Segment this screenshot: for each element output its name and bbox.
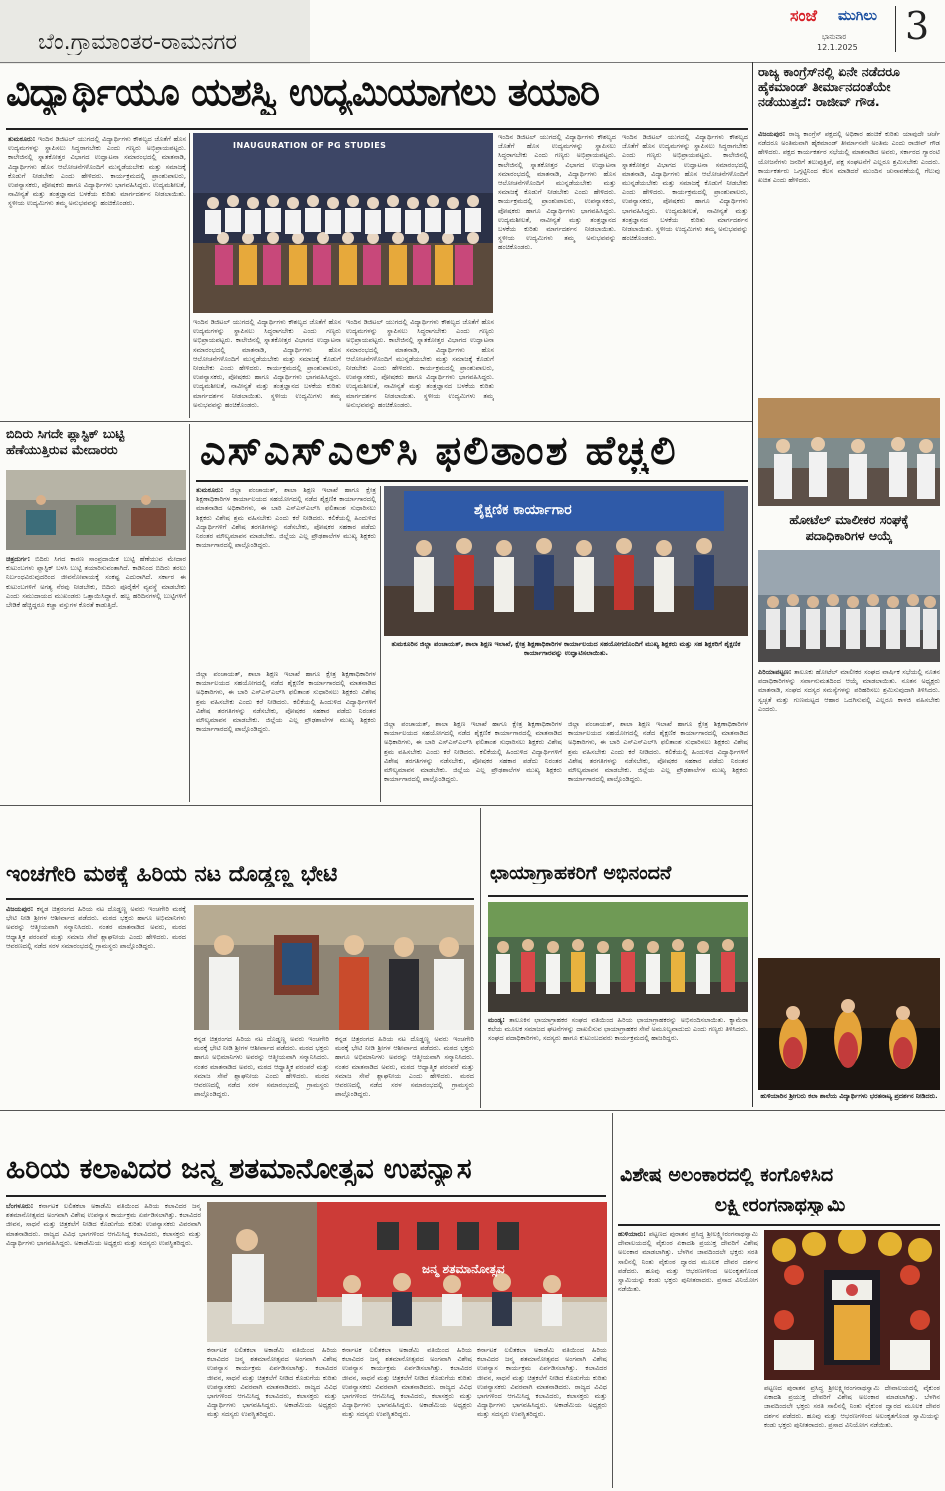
a5-headline: ಛಾಯಾಗ್ರಾಹಕರಿಗೆ ಅಭಿನಂದನೆ [490, 862, 672, 884]
a3-body-text-c: ಜಿಲ್ಲಾ ಪಂಚಾಯತ್, ಶಾಲಾ ಶಿಕ್ಷಣ ಇಲಾಖೆ ಹಾಗೂ ಕ್ಷೇತ್ರ ಶಿಕ್ಷಣಾಧಿಕಾರಿಗಳ ಕಾರ್ಯಾಲಯದ ಸಹಯೋಗದಲ್ಲಿ ನಡೆದ ಶೈಕ್ಷಣಿಕ ಕಾರ್ಯಾಗಾರದಲ್ಲಿ ಮಾತನಾಡಿದ ಅಧಿಕಾರಿಗಳು, ಈ ಬಾರಿ ಎಸ್‌ಎಸ್‌ಎಲ್‌ಸಿ ಫಲಿತಾಂಶ ಸುಧಾರಿಸಲು ಶಿಕ್ಷಕರು ವಿಶೇಷ ಶ್ರಮ ವಹಿಸಬೇಕು ಎಂದು ಕರೆ ನೀಡಿದರು. ಕಲಿಕೆಯಲ್ಲಿ ಹಿಂದುಳಿದ ವಿದ್ಯಾರ್ಥಿಗಳಿಗೆ ವಿಶೇಷ ತರಗತಿಗಳನ್ನು ನಡೆಸಬೇಕು, ಪೋಷಕರ ಸಹಕಾರ ಪಡೆದು ನಿರಂತರ ಮೌಲ್ಯಮಾಪನ ಮಾಡಬೇಕು. ಜಿಲ್ಲೆಯ ಎಲ್ಲ ಪ್ರೌಢಶಾಲೆಗಳ ಮುಖ್ಯ ಶಿಕ್ಷಕರು ಕಾರ್ಯಾಗಾರದಲ್ಲಿ ಪಾಲ್ಗೊಂಡಿದ್ದರು. [384, 720, 562, 784]
a6-a7-divider [612, 1113, 613, 1488]
masthead-date: 12.1.2025 [817, 43, 858, 52]
a7-dateline: ಹುಳಿಯಾರು: [618, 1230, 646, 1238]
a5-dateline: ಮಂಡ್ಯ: [488, 1016, 505, 1024]
s1-photo [758, 398, 940, 506]
a3-body-col2 [384, 720, 562, 802]
a6-photo [207, 1202, 607, 1342]
brand-logo [790, 4, 890, 34]
a1-body-col3 [346, 318, 494, 418]
a6-rule [6, 1195, 606, 1197]
a6-body-col3 [342, 1346, 472, 1487]
a6-body-text-d: ಕರ್ನಾಟಕ ಲಲಿತಕಲಾ ಅಕಾಡೆಮಿ ವತಿಯಿಂದ ಹಿರಿಯ ಕಲಾವಿದರ ಜನ್ಮ ಶತಮಾನೋತ್ಸವದ ಅಂಗವಾಗಿ ವಿಶೇಷ ಉಪನ್ಯಾಸ ಕಾರ್ಯಕ್ರಮ ಏರ್ಪಡಿಸಲಾಗಿತ್ತು. ಕಲಾವಿದರ ಜೀವನ, ಸಾಧನೆ ಮತ್ತು ಚಿತ್ರಕಲೆಗೆ ನೀಡಿದ ಕೊಡುಗೆಯ ಕುರಿತು ಉಪನ್ಯಾಸಕರು ವಿವರವಾಗಿ ಮಾತನಾಡಿದರು. ರಾಜ್ಯದ ವಿವಿಧ ಭಾಗಗಳಿಂದ ಆಗಮಿಸಿದ್ದ ಕಲಾವಿದರು, ಕಲಾಸಕ್ತರು ಮತ್ತು ವಿದ್ಯಾರ್ಥಿಗಳು ಭಾಗವಹಿಸಿದ್ದರು. ಅಕಾಡೆಮಿಯ ಅಧ್ಯಕ್ಷರು ಮತ್ತು ಸದಸ್ಯರು ಉಪಸ್ಥಿತರಿದ್ದರು. [477, 1346, 607, 1419]
section-title: ಬೆಂ.ಗ್ರಾಮಾಂತರ-ರಾಮನಗರ [38, 30, 238, 55]
a4-headline: ಇಂಚಗೇರಿ ಮಠಕ್ಕೆ ಹಿರಿಯ ನಟ ದೊಡ್ಡಣ್ಣ ಭೇಟಿ [6, 862, 338, 887]
section-rule-3 [0, 1110, 945, 1111]
a1-rule [6, 128, 748, 130]
a1-photo [193, 133, 493, 313]
s2-dance-photo [758, 958, 940, 1090]
a3-headline: ಎಸ್‌ಎಸ್‌ಎಲ್‌ಸಿ ಫಲಿತಾಂಶ ಹೆಚ್ಚಲಿ [200, 428, 678, 474]
a5-body-text: ತಾಲೂಕಿನ ಛಾಯಾಗ್ರಾಹಕರ ಸಂಘದ ವತಿಯಿಂದ ಹಿರಿಯ ಛಾಯಾಗ್ರಾಹಕರನ್ನು ಅಭಿನಂದಿಸಲಾಯಿತು. ಕ್ಯಾಮೆರಾ ಕಲೆಯ ಮೂಲಕ ಸಮಾಜದ ಘಟನೆಗಳನ್ನು ದಾಖಲಿಸುವ ಛಾಯಾಗ್ರಾಹಕರ ಸೇವೆ ಅಮೂಲ್ಯವಾದುದು ಎಂದು ಗಣ್ಯರು ತಿಳಿಸಿದರು. ಸಂಘದ ಪದಾಧಿಕಾರಿಗಳು, ಸದಸ್ಯರು ಹಾಗೂ ಕುಟುಂಬದವರು ಕಾರ್ಯಕ್ರಮದಲ್ಲಿ ಹಾಜರಿದ್ದರು. [488, 1016, 748, 1043]
s2-photo [758, 550, 940, 662]
a6-body-col4 [477, 1346, 607, 1487]
s2-body [758, 668, 940, 953]
a1-headline: ವಿದ್ಯಾರ್ಥಿಯೂ ಯಶಸ್ವಿ ಉದ್ಯಮಿಯಾಗಲು ತಯಾರಿ [6, 70, 600, 114]
a4-photo [194, 905, 474, 1030]
brand-word-mugilu: ಮುಗಿಲು [838, 8, 877, 24]
a3-body-col1b [196, 670, 376, 802]
a6-body-col1 [6, 1202, 201, 1487]
a4-rule [6, 898, 474, 900]
s1-body [758, 130, 940, 395]
a4-body-col2 [194, 1035, 329, 1105]
a1-body: ಇಂದಿನ ಡಿಜಿಟಲ್ ಯುಗದಲ್ಲಿ ವಿದ್ಯಾರ್ಥಿಗಳು ಕೌಶಲ್ಯದ ಜೊತೆಗೆ ಹೊಸ ಉದ್ಯಮಗಳನ್ನು ಸ್ಥಾಪಿಸಲು ಸಿದ್ಧರಾಗಬೇಕು ಎಂದು ಗಣ್ಯರು ಅಭಿಪ್ರಾಯಪಟ್ಟರು. ಕಾಲೇಜಿನಲ್ಲಿ ಸ್ನಾತಕೋತ್ತರ ವಿಭಾಗದ ಉದ್ಘಾಟನಾ ಸಮಾರಂಭದಲ್ಲಿ ಮಾತನಾಡಿ, ವಿದ್ಯಾರ್ಥಿಗಳು ಹೊಸ ಆಲೋಚನೆಗಳೊಂದಿಗೆ ಮುನ್ನಡೆಯಬೇಕು ಮತ್ತು ಸಮಾಜಕ್ಕೆ ಕೊಡುಗೆ ನೀಡಬೇಕು ಎಂದು ಹೇಳಿದರು. ಕಾರ್ಯಕ್ರಮದಲ್ಲಿ ಪ್ರಾಂಶುಪಾಲರು, ಉಪನ್ಯಾಸಕರು, ಪೋಷಕರು ಹಾಗೂ ವಿದ್ಯಾರ್ಥಿಗಳು ಭಾಗವಹಿಸಿದ್ದರು. ಉದ್ಯಮಶೀಲತೆ, ನಾವೀನ್ಯತೆ ಮತ್ತು ತಂತ್ರಜ್ಞಾನದ ಬಳಕೆಯ ಕುರಿತು ಮಾರ್ಗದರ್ಶನ ನೀಡಲಾಯಿತು. ಸ್ಥಳೀಯ ಉದ್ಯಮಿಗಳು ತಮ್ಮ ಅನುಭವವನ್ನು ಹಂಚಿಕೊಂಡರು. [8, 135, 186, 208]
page-number: 3 [905, 4, 930, 48]
a2-body-text: ಬಿದಿರು ಸಿಗದ ಕಾರಣ ಸಾಂಪ್ರದಾಯಿಕ ಬುಟ್ಟಿ ಹೆಣೆಯುವ ಮೇದಾರ ಕುಟುಂಬಗಳು ಪ್ಲಾಸ್ಟಿಕ್ ಬಳಸಿ ಬುಟ್ಟಿ ತಯಾರಿಸುವಂತಾಗಿದೆ. ಕಾಡಿನಿಂದ ಬಿದಿರು ತರಲು ನಿರ್ಬಂಧವಿರುವುದರಿಂದ ಜೀವನೋಪಾಯಕ್ಕೆ ಸಂಕಷ್ಟ ಎದುರಾಗಿದೆ. ಸರ್ಕಾರ ಈ ಕುಟುಂಬಗಳಿಗೆ ಅಗತ್ಯ ನೆರವು ನೀಡಬೇಕು, ಬಿದಿರು ಪೂರೈಕೆಗೆ ವ್ಯವಸ್ಥೆ ಮಾಡಬೇಕು ಎಂದು ಸಮುದಾಯದ ಮುಖಂಡರು ಒತ್ತಾಯಿಸಿದ್ದಾರೆ. ಹಬ್ಬ ಹರಿದಿನಗಳಲ್ಲಿ ಬುಟ್ಟಿಗಳಿಗೆ ಬೇಡಿಕೆ ಹೆಚ್ಚಿದ್ದರೂ ಕಚ್ಚಾ ವಸ್ತುಗಳ ಕೊರತೆ ಕಾಡುತ್ತಿದೆ. [6, 555, 186, 610]
a3-photo [384, 486, 748, 636]
a3-dateline: ತುಮಕೂರು: [196, 486, 224, 494]
brand-word-sanje: ಸಂಜೆ [790, 6, 817, 25]
a3-body-text-b: ಜಿಲ್ಲಾ ಪಂಚಾಯತ್, ಶಾಲಾ ಶಿಕ್ಷಣ ಇಲಾಖೆ ಹಾಗೂ ಕ್ಷೇತ್ರ ಶಿಕ್ಷಣಾಧಿಕಾರಿಗಳ ಕಾರ್ಯಾಲಯದ ಸಹಯೋಗದಲ್ಲಿ ನಡೆದ ಶೈಕ್ಷಣಿಕ ಕಾರ್ಯಾಗಾರದಲ್ಲಿ ಮಾತನಾಡಿದ ಅಧಿಕಾರಿಗಳು, ಈ ಬಾರಿ ಎಸ್‌ಎಸ್‌ಎಲ್‌ಸಿ ಫಲಿತಾಂಶ ಸುಧಾರಿಸಲು ಶಿಕ್ಷಕರು ವಿಶೇಷ ಶ್ರಮ ವಹಿಸಬೇಕು ಎಂದು ಕರೆ ನೀಡಿದರು. ಕಲಿಕೆಯಲ್ಲಿ ಹಿಂದುಳಿದ ವಿದ್ಯಾರ್ಥಿಗಳಿಗೆ ವಿಶೇಷ ತರಗತಿಗಳನ್ನು ನಡೆಸಬೇಕು, ಪೋಷಕರ ಸಹಕಾರ ಪಡೆದು ನಿರಂತರ ಮೌಲ್ಯಮಾಪನ ಮಾಡಬೇಕು. ಜಿಲ್ಲೆಯ ಎಲ್ಲ ಪ್ರೌಢಶಾಲೆಗಳ ಮುಖ್ಯ ಶಿಕ್ಷಕರು ಕಾರ್ಯಾಗಾರದಲ್ಲಿ ಪಾಲ್ಗೊಂಡಿದ್ದರು. [196, 670, 376, 734]
a2-photo [6, 470, 186, 550]
a1-body-col1 [8, 135, 186, 415]
a1-body-col5 [622, 133, 748, 418]
a1-body-continued-3: ಇಂದಿನ ಡಿಜಿಟಲ್ ಯುಗದಲ್ಲಿ ವಿದ್ಯಾರ್ಥಿಗಳು ಕೌಶಲ್ಯದ ಜೊತೆಗೆ ಹೊಸ ಉದ್ಯಮಗಳನ್ನು ಸ್ಥಾಪಿಸಲು ಸಿದ್ಧರಾಗಬೇಕು ಎಂದು ಗಣ್ಯರು ಅಭಿಪ್ರಾಯಪಟ್ಟರು. ಕಾಲೇಜಿನಲ್ಲಿ ಸ್ನಾತಕೋತ್ತರ ವಿಭಾಗದ ಉದ್ಘಾಟನಾ ಸಮಾರಂಭದಲ್ಲಿ ಮಾತನಾಡಿ, ವಿದ್ಯಾರ್ಥಿಗಳು ಹೊಸ ಆಲೋಚನೆಗಳೊಂದಿಗೆ ಮುನ್ನಡೆಯಬೇಕು ಮತ್ತು ಸಮಾಜಕ್ಕೆ ಕೊಡುಗೆ ನೀಡಬೇಕು ಎಂದು ಹೇಳಿದರು. ಕಾರ್ಯಕ್ರಮದಲ್ಲಿ ಪ್ರಾಂಶುಪಾಲರು, ಉಪನ್ಯಾಸಕರು, ಪೋಷಕರು ಹಾಗೂ ವಿದ್ಯಾರ್ಥಿಗಳು ಭಾಗವಹಿಸಿದ್ದರು. ಉದ್ಯಮಶೀಲತೆ, ನಾವೀನ್ಯತೆ ಮತ್ತು ತಂತ್ರಜ್ಞಾನದ ಬಳಕೆಯ ಕುರಿತು ಮಾರ್ಗದರ್ಶನ ನೀಡಲಾಯಿತು. ಸ್ಥಳೀಯ ಉದ್ಯಮಿಗಳು ತಮ್ಮ ಅನುಭವವನ್ನು ಹಂಚಿಕೊಂಡರು. [498, 133, 616, 252]
masthead-weekday: ಭಾನುವಾರ [822, 33, 847, 41]
s2-headline: ಹೋಟೆಲ್ ಮಾಲೀಕರ ಸಂಘಕ್ಕೆ ಪದಾಧಿಕಾರಿಗಳ ಆಯ್ಕೆ [789, 512, 909, 543]
a1-body-col2 [193, 318, 341, 418]
a1-dateline: ತುಮಕೂರು: [8, 135, 36, 143]
a2-divider [189, 424, 190, 802]
a3-body-text: ಜಿಲ್ಲಾ ಪಂಚಾಯತ್, ಶಾಲಾ ಶಿಕ್ಷಣ ಇಲಾಖೆ ಹಾಗೂ ಕ್ಷೇತ್ರ ಶಿಕ್ಷಣಾಧಿಕಾರಿಗಳ ಕಾರ್ಯಾಲಯದ ಸಹಯೋಗದಲ್ಲಿ ನಡೆದ ಶೈಕ್ಷಣಿಕ ಕಾರ್ಯಾಗಾರದಲ್ಲಿ ಮಾತನಾಡಿದ ಅಧಿಕಾರಿಗಳು, ಈ ಬಾರಿ ಎಸ್‌ಎಸ್‌ಎಲ್‌ಸಿ ಫಲಿತಾಂಶ ಸುಧಾರಿಸಲು ಶಿಕ್ಷಕರು ವಿಶೇಷ ಶ್ರಮ ವಹಿಸಬೇಕು ಎಂದು ಕರೆ ನೀಡಿದರು. ಕಲಿಕೆಯಲ್ಲಿ ಹಿಂದುಳಿದ ವಿದ್ಯಾರ್ಥಿಗಳಿಗೆ ವಿಶೇಷ ತರಗತಿಗಳನ್ನು ನಡೆಸಬೇಕು, ಪೋಷಕರ ಸಹಕಾರ ಪಡೆದು ನಿರಂತರ ಮೌಲ್ಯಮಾಪನ ಮಾಡಬೇಕು. ಜಿಲ್ಲೆಯ ಎಲ್ಲ ಪ್ರೌಢಶಾಲೆಗಳ ಮುಖ್ಯ ಶಿಕ್ಷಕರು ಕಾರ್ಯಾಗಾರದಲ್ಲಿ ಪಾಲ್ಗೊಂಡಿದ್ದರು. [196, 486, 376, 550]
a6-dateline: ಬೆಂಗಳೂರು: [6, 1202, 34, 1210]
a7-rule [618, 1224, 940, 1226]
a1-body-continued: ಇಂದಿನ ಡಿಜಿಟಲ್ ಯುಗದಲ್ಲಿ ವಿದ್ಯಾರ್ಥಿಗಳು ಕೌಶಲ್ಯದ ಜೊತೆಗೆ ಹೊಸ ಉದ್ಯಮಗಳನ್ನು ಸ್ಥಾಪಿಸಲು ಸಿದ್ಧರಾಗಬೇಕು ಎಂದು ಗಣ್ಯರು ಅಭಿಪ್ರಾಯಪಟ್ಟರು. ಕಾಲೇಜಿನಲ್ಲಿ ಸ್ನಾತಕೋತ್ತರ ವಿಭಾಗದ ಉದ್ಘಾಟನಾ ಸಮಾರಂಭದಲ್ಲಿ ಮಾತನಾಡಿ, ವಿದ್ಯಾರ್ಥಿಗಳು ಹೊಸ ಆಲೋಚನೆಗಳೊಂದಿಗೆ ಮುನ್ನಡೆಯಬೇಕು ಮತ್ತು ಸಮಾಜಕ್ಕೆ ಕೊಡುಗೆ ನೀಡಬೇಕು ಎಂದು ಹೇಳಿದರು. ಕಾರ್ಯಕ್ರಮದಲ್ಲಿ ಪ್ರಾಂಶುಪಾಲರು, ಉಪನ್ಯಾಸಕರು, ಪೋಷಕರು ಹಾಗೂ ವಿದ್ಯಾರ್ಥಿಗಳು ಭಾಗವಹಿಸಿದ್ದರು. ಉದ್ಯಮಶೀಲತೆ, ನಾವೀನ್ಯತೆ ಮತ್ತು ತಂತ್ರಜ್ಞಾನದ ಬಳಕೆಯ ಕುರಿತು ಮಾರ್ಗದರ್ಶನ ನೀಡಲಾಯಿತು. ಸ್ಥಳೀಯ ಉದ್ಯಮಿಗಳು ತಮ್ಮ ಅನುಭವವನ್ನು ಹಂಚಿಕೊಂಡರು. [193, 318, 341, 409]
s2-body-text: ತಾಲೂಕು ಹೋಟೆಲ್ ಮಾಲೀಕರ ಸಂಘದ ವಾರ್ಷಿಕ ಸಭೆಯಲ್ಲಿ ನೂತನ ಪದಾಧಿಕಾರಿಗಳನ್ನು ಸರ್ವಾನುಮತದಿಂದ ಆಯ್ಕೆ ಮಾಡಲಾಯಿತು. ನೂತನ ಅಧ್ಯಕ್ಷರು ಮಾತನಾಡಿ, ಸಂಘದ ಸದಸ್ಯರ ಸಮಸ್ಯೆಗಳನ್ನು ಪರಿಹರಿಸಲು ಶ್ರಮಿಸುವುದಾಗಿ ತಿಳಿಸಿದರು. ಸ್ವಚ್ಛತೆ ಮತ್ತು ಗುಣಮಟ್ಟದ ಆಹಾರ ಒದಗಿಸುವಲ್ಲಿ ಎಲ್ಲರೂ ಕಾಳಜಿ ವಹಿಸಬೇಕು ಎಂದರು. [758, 668, 940, 713]
a7-body-text-b: ಪಟ್ಟಣದ ಪುರಾತನ ಪ್ರಸಿದ್ಧ ಶ್ರೀಲಕ್ಷ್ಮೀರಂಗನಾಥಸ್ವಾಮಿ ದೇವಾಲಯದಲ್ಲಿ ವೈಕುಂಠ ಏಕಾದಶಿ ಪ್ರಯುಕ್ತ ದೇವರಿಗೆ ವಿಶೇಷ ಅಲಂಕಾರ ಮಾಡಲಾಗಿತ್ತು. ಬೆಳಗಿನ ಜಾವದಿಂದಲೇ ಭಕ್ತರು ಸರತಿ ಸಾಲಿನಲ್ಲಿ ನಿಂತು ವೈಕುಂಠ ದ್ವಾರದ ಮೂಲಕ ದೇವರ ದರ್ಶನ ಪಡೆದರು. ಹೂವು ಮತ್ತು ಆಭರಣಗಳಿಂದ ಅಲಂಕೃತಗೊಂಡ ಸ್ವಾಮಿಯನ್ನು ಕಂಡು ಭಕ್ತರು ಪುನೀತರಾದರು. ಪ್ರಸಾದ ವಿನಿಯೋಗ ನಡೆಯಿತು. [764, 1384, 940, 1429]
a4-body-col3 [335, 1035, 474, 1105]
a7-photo [764, 1230, 940, 1380]
a4-body-col1 [6, 905, 186, 1105]
a5-photo [488, 902, 748, 1012]
a6-body-col2 [207, 1346, 337, 1487]
s1-body-text: ರಾಜ್ಯ ಕಾಂಗ್ರೆಸ್ ಪಕ್ಷದಲ್ಲಿ ಅಧಿಕಾರ ಹಂಚಿಕೆ ಕುರಿತು ಯಾವುದೇ ಚರ್ಚೆ ನಡೆದರೂ ಅಂತಿಮವಾಗಿ ಹೈಕಮಾಂಡ್ ತೀರ್ಮಾನವೇ ಅಂತಿಮ ಎಂದು ರಾಜೀವ್ ಗೌಡ ಹೇಳಿದರು. ಪಕ್ಷದ ಕಾರ್ಯಕರ್ತರ ಸಭೆಯಲ್ಲಿ ಮಾತನಾಡಿದ ಅವರು, ಸರ್ಕಾರದ ಗ್ಯಾರಂಟಿ ಯೋಜನೆಗಳು ಜನರಿಗೆ ತಲುಪುತ್ತಿವೆ, ಪಕ್ಷ ಸಂಘಟನೆಗೆ ಎಲ್ಲರೂ ಶ್ರಮಿಸಬೇಕು ಎಂದರು. ಕಾರ್ಯಕರ್ತರು ಒಗ್ಗಟ್ಟಿನಿಂದ ಕೆಲಸ ಮಾಡಿದರೆ ಮುಂದಿನ ಚುನಾವಣೆಯಲ್ಲಿ ಗೆಲುವು ಖಚಿತ ಎಂದು ಹೇಳಿದರು. [758, 130, 940, 185]
a4-body-text-b: ಕನ್ನಡ ಚಿತ್ರರಂಗದ ಹಿರಿಯ ನಟ ದೊಡ್ಡಣ್ಣ ಅವರು ಇಂಚಗೇರಿ ಮಠಕ್ಕೆ ಭೇಟಿ ನೀಡಿ ಶ್ರೀಗಳ ಆಶೀರ್ವಾದ ಪಡೆದರು. ಮಠದ ಭಕ್ತರು ಹಾಗೂ ಅಭಿಮಾನಿಗಳು ಅವರನ್ನು ಆತ್ಮೀಯವಾಗಿ ಸನ್ಮಾನಿಸಿದರು. ನಂತರ ಮಾತನಾಡಿದ ಅವರು, ಮಠದ ಆಧ್ಯಾತ್ಮಿಕ ಪರಂಪರೆ ಮತ್ತು ಸಮಾಜ ಸೇವೆ ಶ್ಲಾಘನೀಯ ಎಂದು ಹೇಳಿದರು. ಮಠದ ಆವರಣದಲ್ಲಿ ನಡೆದ ಸರಳ ಸಮಾರಂಭದಲ್ಲಿ ಗ್ರಾಮಸ್ಥರು ಪಾಲ್ಗೊಂಡಿದ್ದರು. [194, 1035, 329, 1099]
a2-headline: ಬಿದಿರು ಸಿಗದೇ ಪ್ಲಾಸ್ಟಿಕ್ ಬುಟ್ಟಿ ಹೆಣೆಯುತ್ತಿರುವ ಮೇದಾರರು [6, 426, 125, 457]
section-rule-1 [0, 421, 752, 422]
a7-body-col1 [618, 1230, 758, 1487]
a1-body-continued-2: ಇಂದಿನ ಡಿಜಿಟಲ್ ಯುಗದಲ್ಲಿ ವಿದ್ಯಾರ್ಥಿಗಳು ಕೌಶಲ್ಯದ ಜೊತೆಗೆ ಹೊಸ ಉದ್ಯಮಗಳನ್ನು ಸ್ಥಾಪಿಸಲು ಸಿದ್ಧರಾಗಬೇಕು ಎಂದು ಗಣ್ಯರು ಅಭಿಪ್ರಾಯಪಟ್ಟರು. ಕಾಲೇಜಿನಲ್ಲಿ ಸ್ನಾತಕೋತ್ತರ ವಿಭಾಗದ ಉದ್ಘಾಟನಾ ಸಮಾರಂಭದಲ್ಲಿ ಮಾತನಾಡಿ, ವಿದ್ಯಾರ್ಥಿಗಳು ಹೊಸ ಆಲೋಚನೆಗಳೊಂದಿಗೆ ಮುನ್ನಡೆಯಬೇಕು ಮತ್ತು ಸಮಾಜಕ್ಕೆ ಕೊಡುಗೆ ನೀಡಬೇಕು ಎಂದು ಹೇಳಿದರು. ಕಾರ್ಯಕ್ರಮದಲ್ಲಿ ಪ್ರಾಂಶುಪಾಲರು, ಉಪನ್ಯಾಸಕರು, ಪೋಷಕರು ಹಾಗೂ ವಿದ್ಯಾರ್ಥಿಗಳು ಭಾಗವಹಿಸಿದ್ದರು. ಉದ್ಯಮಶೀಲತೆ, ನಾವೀನ್ಯತೆ ಮತ್ತು ತಂತ್ರಜ್ಞಾನದ ಬಳಕೆಯ ಕುರಿತು ಮಾರ್ಗದರ್ಶನ ನೀಡಲಾಯಿತು. ಸ್ಥಳೀಯ ಉದ್ಯಮಿಗಳು ತಮ್ಮ ಅನುಭವವನ್ನು ಹಂಚಿಕೊಂಡರು. [346, 318, 494, 409]
a6-photo-banner: ಜನ್ಮ ಶತಮಾನೋತ್ಸವ [422, 1262, 505, 1276]
a6-body-text-b: ಕರ್ನಾಟಕ ಲಲಿತಕಲಾ ಅಕಾಡೆಮಿ ವತಿಯಿಂದ ಹಿರಿಯ ಕಲಾವಿದರ ಜನ್ಮ ಶತಮಾನೋತ್ಸವದ ಅಂಗವಾಗಿ ವಿಶೇಷ ಉಪನ್ಯಾಸ ಕಾರ್ಯಕ್ರಮ ಏರ್ಪಡಿಸಲಾಗಿತ್ತು. ಕಲಾವಿದರ ಜೀವನ, ಸಾಧನೆ ಮತ್ತು ಚಿತ್ರಕಲೆಗೆ ನೀಡಿದ ಕೊಡುಗೆಯ ಕುರಿತು ಉಪನ್ಯಾಸಕರು ವಿವರವಾಗಿ ಮಾತನಾಡಿದರು. ರಾಜ್ಯದ ವಿವಿಧ ಭಾಗಗಳಿಂದ ಆಗಮಿಸಿದ್ದ ಕಲಾವಿದರು, ಕಲಾಸಕ್ತರು ಮತ್ತು ವಿದ್ಯಾರ್ಥಿಗಳು ಭಾಗವಹಿಸಿದ್ದರು. ಅಕಾಡೆಮಿಯ ಅಧ್ಯಕ್ಷರು ಮತ್ತು ಸದಸ್ಯರು ಉಪಸ್ಥಿತರಿದ್ದರು. [207, 1346, 337, 1419]
s2-dateline: ಪಿರಿಯಾಪಟ್ಟಣ: [758, 668, 792, 676]
s1-dateline: ವಿಜಯಪುರ: [758, 130, 786, 138]
masthead-divider [895, 6, 896, 52]
a5-rule [488, 895, 748, 897]
a3-body-text-d: ಜಿಲ್ಲಾ ಪಂಚಾಯತ್, ಶಾಲಾ ಶಿಕ್ಷಣ ಇಲಾಖೆ ಹಾಗೂ ಕ್ಷೇತ್ರ ಶಿಕ್ಷಣಾಧಿಕಾರಿಗಳ ಕಾರ್ಯಾಲಯದ ಸಹಯೋಗದಲ್ಲಿ ನಡೆದ ಶೈಕ್ಷಣಿಕ ಕಾರ್ಯಾಗಾರದಲ್ಲಿ ಮಾತನಾಡಿದ ಅಧಿಕಾರಿಗಳು, ಈ ಬಾರಿ ಎಸ್‌ಎಸ್‌ಎಲ್‌ಸಿ ಫಲಿತಾಂಶ ಸುಧಾರಿಸಲು ಶಿಕ್ಷಕರು ವಿಶೇಷ ಶ್ರಮ ವಹಿಸಬೇಕು ಎಂದು ಕರೆ ನೀಡಿದರು. ಕಲಿಕೆಯಲ್ಲಿ ಹಿಂದುಳಿದ ವಿದ್ಯಾರ್ಥಿಗಳಿಗೆ ವಿಶೇಷ ತರಗತಿಗಳನ್ನು ನಡೆಸಬೇಕು, ಪೋಷಕರ ಸಹಕಾರ ಪಡೆದು ನಿರಂತರ ಮೌಲ್ಯಮಾಪನ ಮಾಡಬೇಕು. ಜಿಲ್ಲೆಯ ಎಲ್ಲ ಪ್ರೌಢಶಾಲೆಗಳ ಮುಖ್ಯ ಶಿಕ್ಷಕರು ಕಾರ್ಯಾಗಾರದಲ್ಲಿ ಪಾಲ್ಗೊಂಡಿದ್ದರು. [568, 720, 748, 784]
a3-divider [380, 486, 381, 802]
section-rule-2 [0, 805, 752, 806]
a1-body-continued-4: ಇಂದಿನ ಡಿಜಿಟಲ್ ಯುಗದಲ್ಲಿ ವಿದ್ಯಾರ್ಥಿಗಳು ಕೌಶಲ್ಯದ ಜೊತೆಗೆ ಹೊಸ ಉದ್ಯಮಗಳನ್ನು ಸ್ಥಾಪಿಸಲು ಸಿದ್ಧರಾಗಬೇಕು ಎಂದು ಗಣ್ಯರು ಅಭಿಪ್ರಾಯಪಟ್ಟರು. ಕಾಲೇಜಿನಲ್ಲಿ ಸ್ನಾತಕೋತ್ತರ ವಿಭಾಗದ ಉದ್ಘಾಟನಾ ಸಮಾರಂಭದಲ್ಲಿ ಮಾತನಾಡಿ, ವಿದ್ಯಾರ್ಥಿಗಳು ಹೊಸ ಆಲೋಚನೆಗಳೊಂದಿಗೆ ಮುನ್ನಡೆಯಬೇಕು ಮತ್ತು ಸಮಾಜಕ್ಕೆ ಕೊಡುಗೆ ನೀಡಬೇಕು ಎಂದು ಹೇಳಿದರು. ಕಾರ್ಯಕ್ರಮದಲ್ಲಿ ಪ್ರಾಂಶುಪಾಲರು, ಉಪನ್ಯಾಸಕರು, ಪೋಷಕರು ಹಾಗೂ ವಿದ್ಯಾರ್ಥಿಗಳು ಭಾಗವಹಿಸಿದ್ದರು. ಉದ್ಯಮಶೀಲತೆ, ನಾವೀನ್ಯತೆ ಮತ್ತು ತಂತ್ರಜ್ಞಾನದ ಬಳಕೆಯ ಕುರಿತು ಮಾರ್ಗದರ್ಶನ ನೀಡಲಾಯಿತು. ಸ್ಥಳೀಯ ಉದ್ಯಮಿಗಳು ತಮ್ಮ ಅನುಭವವನ್ನು ಹಂಚಿಕೊಂಡರು. [622, 133, 748, 243]
a4-body-text: ಕನ್ನಡ ಚಿತ್ರರಂಗದ ಹಿರಿಯ ನಟ ದೊಡ್ಡಣ್ಣ ಅವರು ಇಂಚಗೇರಿ ಮಠಕ್ಕೆ ಭೇಟಿ ನೀಡಿ ಶ್ರೀಗಳ ಆಶೀರ್ವಾದ ಪಡೆದರು. ಮಠದ ಭಕ್ತರು ಹಾಗೂ ಅಭಿಮಾನಿಗಳು ಅವರನ್ನು ಆತ್ಮೀಯವಾಗಿ ಸನ್ಮಾನಿಸಿದರು. ನಂತರ ಮಾತನಾಡಿದ ಅವರು, ಮಠದ ಆಧ್ಯಾತ್ಮಿಕ ಪರಂಪರೆ ಮತ್ತು ಸಮಾಜ ಸೇವೆ ಶ್ಲಾಘನೀಯ ಎಂದು ಹೇಳಿದರು. ಮಠದ ಆವರಣದಲ್ಲಿ ನಡೆದ ಸರಳ ಸಮಾರಂಭದಲ್ಲಿ ಗ್ರಾಮಸ್ಥರು ಪಾಲ್ಗೊಂಡಿದ್ದರು. [6, 905, 186, 950]
a6-headline: ಹಿರಿಯ ಕಲಾವಿದರ ಜನ್ಮ ಶತಮಾನೋತ್ಸವ ಉಪನ್ಯಾಸ [6, 1152, 472, 1185]
a4-dateline: ವಿಜಯಪುರ: [6, 905, 34, 913]
s1-headline: ರಾಜ್ಯ ಕಾಂಗ್ರೆಸ್‌ನಲ್ಲಿ ಏನೇ ನಡೆದರೂ ಹೈಕಮಾಂಡ್ ತೀರ್ಮಾನದಂತೆಯೇ ನಡೆಯುತ್ತದೆ: ರಾಜೀವ್ ಗೌಡ. [758, 64, 900, 109]
sidebar-divider [752, 62, 753, 1107]
a7-body-text: ಪಟ್ಟಣದ ಪುರಾತನ ಪ್ರಸಿದ್ಧ ಶ್ರೀಲಕ್ಷ್ಮೀರಂಗನಾಥಸ್ವಾಮಿ ದೇವಾಲಯದಲ್ಲಿ ವೈಕುಂಠ ಏಕಾದಶಿ ಪ್ರಯುಕ್ತ ದೇವರಿಗೆ ವಿಶೇಷ ಅಲಂಕಾರ ಮಾಡಲಾಗಿತ್ತು. ಬೆಳಗಿನ ಜಾವದಿಂದಲೇ ಭಕ್ತರು ಸರತಿ ಸಾಲಿನಲ್ಲಿ ನಿಂತು ವೈಕುಂಠ ದ್ವಾರದ ಮೂಲಕ ದೇವರ ದರ್ಶನ ಪಡೆದರು. ಹೂವು ಮತ್ತು ಆಭರಣಗಳಿಂದ ಅಲಂಕೃತಗೊಂಡ ಸ್ವಾಮಿಯನ್ನು ಕಂಡು ಭಕ್ತರು ಪುನೀತರಾದರು. ಪ್ರಸಾದ ವಿನಿಯೋಗ ನಡೆಯಿತು. [618, 1230, 758, 1294]
a3-body-col3 [568, 720, 748, 802]
a6-body-text: ಕರ್ನಾಟಕ ಲಲಿತಕಲಾ ಅಕಾಡೆಮಿ ವತಿಯಿಂದ ಹಿರಿಯ ಕಲಾವಿದರ ಜನ್ಮ ಶತಮಾನೋತ್ಸವದ ಅಂಗವಾಗಿ ವಿಶೇಷ ಉಪನ್ಯಾಸ ಕಾರ್ಯಕ್ರಮ ಏರ್ಪಡಿಸಲಾಗಿತ್ತು. ಕಲಾವಿದರ ಜೀವನ, ಸಾಧನೆ ಮತ್ತು ಚಿತ್ರಕಲೆಗೆ ನೀಡಿದ ಕೊಡುಗೆಯ ಕುರಿತು ಉಪನ್ಯಾಸಕರು ವಿವರವಾಗಿ ಮಾತನಾಡಿದರು. ರಾಜ್ಯದ ವಿವಿಧ ಭಾಗಗಳಿಂದ ಆಗಮಿಸಿದ್ದ ಕಲಾವಿದರು, ಕಲಾಸಕ್ತರು ಮತ್ತು ವಿದ್ಯಾರ್ಥಿಗಳು ಭಾಗವಹಿಸಿದ್ದರು. ಅಕಾಡೆಮಿಯ ಅಧ್ಯಕ್ಷರು ಮತ್ತು ಸದಸ್ಯರು ಉಪಸ್ಥಿತರಿದ್ದರು. [6, 1202, 201, 1247]
a3-photo-banner: ಶೈಕ್ಷಣಿಕ ಕಾರ್ಯಾಗಾರ [474, 502, 572, 518]
a7-headline-1: ವಿಶೇಷ ಅಲಂಕಾರದಲ್ಲಿ ಕಂಗೊಳಿಸಿದ [620, 1164, 834, 1186]
masthead-rule [0, 62, 945, 63]
a7-headline-2: ಲಕ್ಷ್ಮೀರಂಗನಾಥಸ್ವಾಮಿ [714, 1194, 846, 1216]
a1-body-col4 [498, 133, 616, 418]
a2-dateline: ಚಿತ್ರದುರ್ಗ: [6, 555, 31, 563]
s2-caption: ಹುಳಿಯಾರಿನ ಶ್ರೀಗುರು ಕಲಾ ಶಾಲೆಯ ವಿದ್ಯಾರ್ಥಿಗಳು ಭರತನಾಟ್ಯ ಪ್ರದರ್ಶನ ನೀಡಿದರು. [760, 1092, 938, 1100]
a1-divider-1 [189, 133, 190, 418]
a2-body [6, 555, 186, 800]
a6-body-text-c: ಕರ್ನಾಟಕ ಲಲಿತಕಲಾ ಅಕಾಡೆಮಿ ವತಿಯಿಂದ ಹಿರಿಯ ಕಲಾವಿದರ ಜನ್ಮ ಶತಮಾನೋತ್ಸವದ ಅಂಗವಾಗಿ ವಿಶೇಷ ಉಪನ್ಯಾಸ ಕಾರ್ಯಕ್ರಮ ಏರ್ಪಡಿಸಲಾಗಿತ್ತು. ಕಲಾವಿದರ ಜೀವನ, ಸಾಧನೆ ಮತ್ತು ಚಿತ್ರಕಲೆಗೆ ನೀಡಿದ ಕೊಡುಗೆಯ ಕುರಿತು ಉಪನ್ಯಾಸಕರು ವಿವರವಾಗಿ ಮಾತನಾಡಿದರು. ರಾಜ್ಯದ ವಿವಿಧ ಭಾಗಗಳಿಂದ ಆಗಮಿಸಿದ್ದ ಕಲಾವಿದರು, ಕಲಾಸಕ್ತರು ಮತ್ತು ವಿದ್ಯಾರ್ಥಿಗಳು ಭಾಗವಹಿಸಿದ್ದರು. ಅಕಾಡೆಮಿಯ ಅಧ್ಯಕ್ಷರು ಮತ್ತು ಸದಸ್ಯರು ಉಪಸ್ಥಿತರಿದ್ದರು. [342, 1346, 472, 1419]
a3-rule [196, 480, 748, 482]
a3-caption: ತುಮಕೂರಿನ ಜಿಲ್ಲಾ ಪಂಚಾಯತ್, ಶಾಲಾ ಶಿಕ್ಷಣ ಇಲಾಖೆ, ಕ್ಷೇತ್ರ ಶಿಕ್ಷಣಾಧಿಕಾರಿಗಳ ಕಾರ್ಯಾಲಯದ ಸಹಯೋಗದೊಂದಿಗೆ ಮುಖ್ಯ ಶಿಕ್ಷಕರು ಮತ್ತು ಸಹ ಶಿಕ್ಷಕರಿಗೆ ಶೈಕ್ಷಣಿಕ ಕಾರ್ಯಾಗಾರವನ್ನು ಉದ್ಘಾಟಿಸಲಾಯಿತು. [391, 640, 741, 657]
a3-body-col1 [196, 486, 376, 666]
a4-body-text-c: ಕನ್ನಡ ಚಿತ್ರರಂಗದ ಹಿರಿಯ ನಟ ದೊಡ್ಡಣ್ಣ ಅವರು ಇಂಚಗೇರಿ ಮಠಕ್ಕೆ ಭೇಟಿ ನೀಡಿ ಶ್ರೀಗಳ ಆಶೀರ್ವಾದ ಪಡೆದರು. ಮಠದ ಭಕ್ತರು ಹಾಗೂ ಅಭಿಮಾನಿಗಳು ಅವರನ್ನು ಆತ್ಮೀಯವಾಗಿ ಸನ್ಮಾನಿಸಿದರು. ನಂತರ ಮಾತನಾಡಿದ ಅವರು, ಮಠದ ಆಧ್ಯಾತ್ಮಿಕ ಪರಂಪರೆ ಮತ್ತು ಸಮಾಜ ಸೇವೆ ಶ್ಲಾಘನೀಯ ಎಂದು ಹೇಳಿದರು. ಮಠದ ಆವರಣದಲ್ಲಿ ನಡೆದ ಸರಳ ಸಮಾರಂಭದಲ್ಲಿ ಗ್ರಾಮಸ್ಥರು ಪಾಲ್ಗೊಂಡಿದ್ದರು. [335, 1035, 474, 1099]
a5-body [488, 1016, 748, 1106]
a4-a5-divider [480, 808, 481, 1108]
a7-body-col2 [764, 1384, 940, 1487]
a1-photo-banner: INAUGURATION OF PG STUDIES [233, 141, 387, 150]
